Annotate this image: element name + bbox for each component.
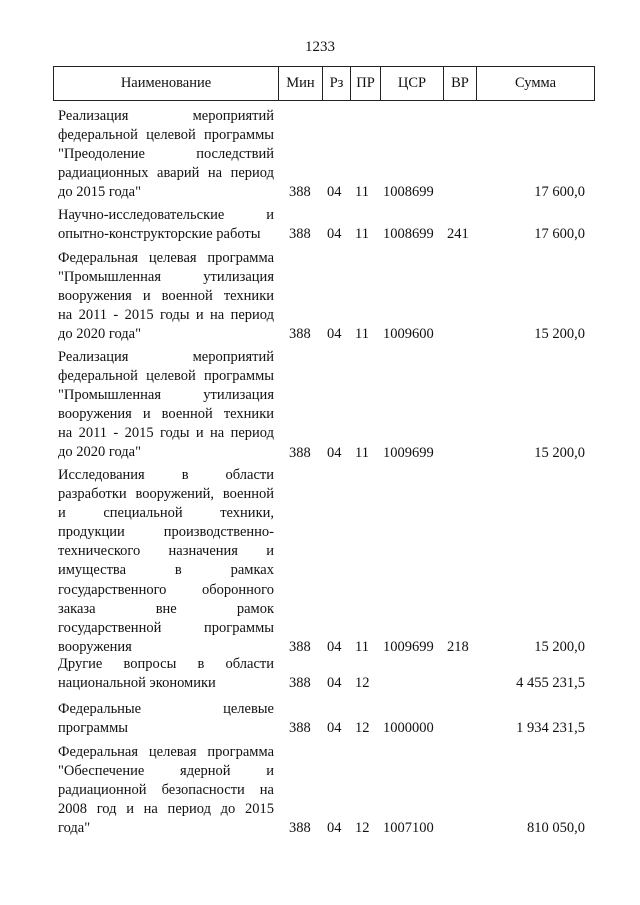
row-name-line: Федеральная целевая программа [58,744,274,760]
row-name-line: радиационной безопасности на [58,782,274,799]
row-rz: 04 [327,820,342,837]
row-rz: 04 [327,675,342,692]
row-pr: 11 [355,326,369,343]
row-min: 388 [289,226,311,243]
row-rz: 04 [327,226,342,243]
row-rz: 04 [327,638,342,655]
row-name-line: и специальной техники, [58,505,274,522]
row-name-line: национальной экономики [58,675,216,692]
page-number: 1233 [305,39,335,55]
row-name [58,206,274,244]
row-name [58,466,274,657]
row-name [58,348,274,463]
row-pr: 12 [355,720,370,737]
row-rz: 04 [327,720,342,737]
header-sum: Сумма [514,75,557,91]
row-name-line: Федеральные целевые [58,701,274,717]
row-name-line: федеральной целевой программы [58,127,274,144]
row-name-line: федеральной целевой программы [58,368,274,385]
row-sum: 1 934 231,5 [516,720,585,737]
row-pr: 12 [355,820,370,837]
row-min: 388 [289,675,311,692]
row-min: 388 [289,444,311,461]
row-name-line: государственной программы [58,619,274,636]
row-name-line: опытно-конструкторские работы [58,226,261,243]
row-vr: 241 [447,226,469,243]
row-name [58,655,274,693]
row-name-line: на 2011 - 2015 годы и на период [58,425,274,442]
row-name-line: Другие вопросы в области [58,656,274,672]
row-min: 388 [289,820,311,837]
row-csr: 1008699 [383,184,434,201]
row-name-line: до 2020 года" [58,326,142,343]
row-sum: 810 050,0 [527,820,585,837]
row-sum: 17 600,0 [534,184,585,201]
row-pr: 11 [355,226,369,243]
header-min: Мин [279,67,323,100]
row-csr: 1000000 [383,720,434,737]
row-name-line: Исследования в области [58,467,274,483]
row-name-line: программы [58,720,128,737]
row-rz: 04 [327,184,342,201]
row-name-line: технического назначения и [58,543,274,560]
row-rz: 04 [327,326,342,343]
row-name-line: "Обеспечение ядерной и [58,763,274,780]
row-csr: 1009699 [383,638,434,655]
row-name-line: государственного оборонного [58,581,274,598]
row-rz: 04 [327,444,342,461]
row-sum: 15 200,0 [534,326,585,343]
row-pr: 12 [355,675,370,692]
row-min: 388 [289,720,311,737]
row-name-line: Реализация мероприятий [58,349,274,365]
row-min: 388 [289,326,311,343]
row-name-line: на 2011 - 2015 годы и на период [58,307,274,324]
row-min: 388 [289,638,311,655]
row-pr: 11 [355,444,369,461]
header-name: Наименование [54,67,279,100]
header-vr: ВР [444,67,477,100]
row-name-line: заказа вне рамок [58,600,274,617]
row-name-line: разработки вооружений, военной [58,486,274,503]
row-csr: 1007100 [383,820,434,837]
row-name-line: продукции производственно- [58,524,274,541]
row-name-line: 2008 год и на период до 2015 [58,801,274,818]
row-name-line: вооружения и военной техники [58,288,274,305]
row-pr: 11 [355,638,369,655]
row-csr: 1009699 [383,444,434,461]
row-name-line: "Промышленная утилизация [58,387,274,404]
row-min: 388 [289,184,311,201]
row-name-line: "Преодоление последствий [58,146,274,163]
row-sum: 17 600,0 [534,226,585,243]
row-name-line: Научно-исследовательские и [58,207,274,223]
row-name [58,107,274,202]
row-name-line: года" [58,820,91,837]
row-name-line: Реализация мероприятий [58,108,274,124]
row-name [58,249,274,344]
row-sum: 15 200,0 [534,638,585,655]
header-rz: Рз [323,67,351,100]
row-name-line: до 2020 года" [58,444,142,461]
row-pr: 11 [355,184,369,201]
row-sum: 15 200,0 [534,444,585,461]
row-sum: 4 455 231,5 [516,675,585,692]
table-header [53,66,595,101]
row-csr: 1008699 [383,226,434,243]
row-csr: 1009600 [383,326,434,343]
row-name-line: до 2015 года" [58,184,142,201]
row-name-line: радиационных аварий на период [58,165,274,182]
row-name [58,743,274,838]
header-csr: ЦСР [381,67,444,100]
row-name-line: Федеральная целевая программа [58,250,274,266]
row-name-line: вооружения и военной техники [58,406,274,423]
row-name-line: имущества в рамках [58,562,274,579]
row-name-line: вооружения [58,638,132,655]
row-vr: 218 [447,638,469,655]
header-pr: ПР [351,67,381,100]
row-name-line: "Промышленная утилизация [58,269,274,286]
row-name [58,700,274,738]
